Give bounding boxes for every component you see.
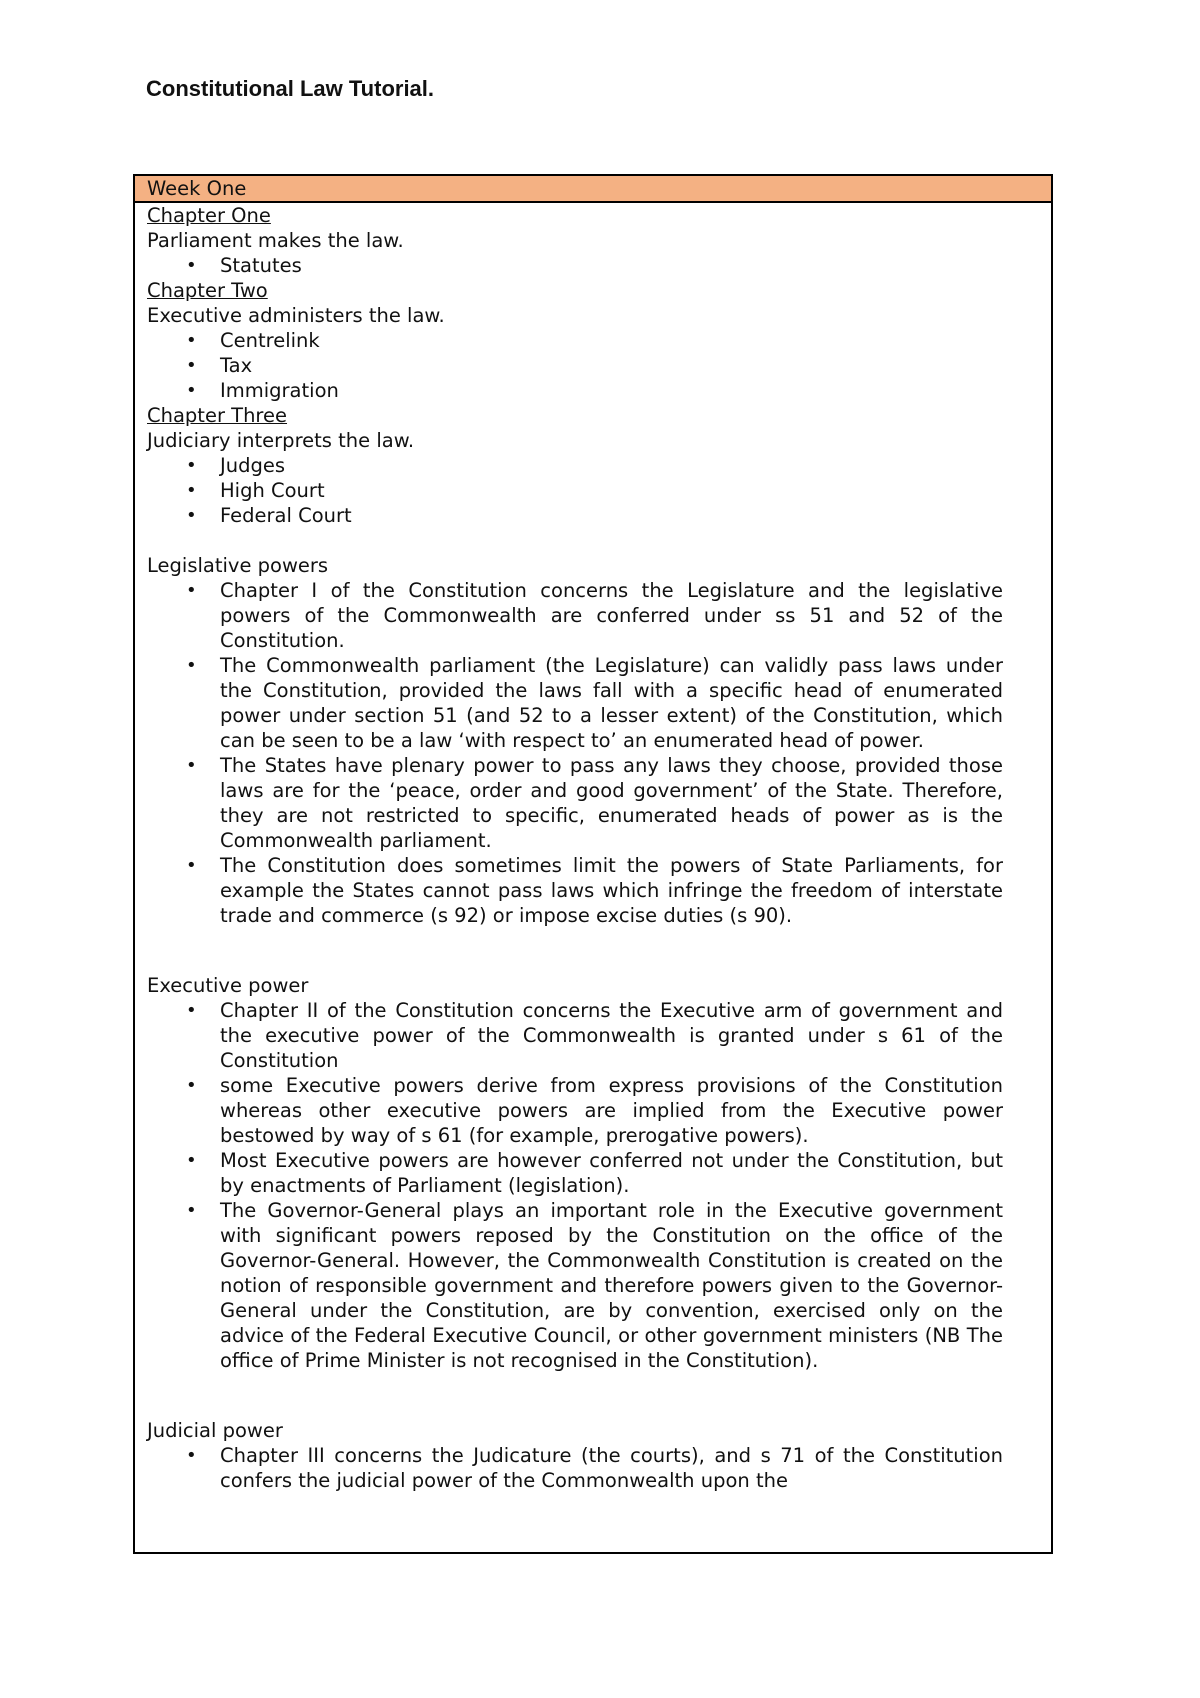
chapter-one-heading: Chapter One (147, 204, 271, 227)
list-item: • Statutes (147, 253, 1003, 278)
list-item: • Immigration (147, 378, 1003, 403)
list-item: • The Governor-General plays an important role in the Executive government with significant powers reposed by the Constitution on the office of the Governor-General. However, the Commonwealth Constitution is created on the notion of responsible government and therefore powers given to the Governor-General under the Constitution, are by convention, exercised only on the advice of the Federal Executive Council, or other government ministers (NB The office of Prime Minister is not recognised in the Constitution). (147, 1198, 1003, 1373)
chapter-three-summary: Judiciary interprets the law. (147, 429, 415, 452)
chapter-two-summary: Executive administers the law. (147, 304, 445, 327)
list-item: • High Court (147, 478, 1003, 503)
legislative-powers-heading: Legislative powers (147, 554, 329, 577)
list-item: • Chapter III concerns the Judicature (the courts), and s 71 of the Constitution confers the judicial power of the Commonwealth upon the (147, 1443, 1003, 1493)
list-item: • The States have plenary power to pass any laws they choose, provided those laws are for the ‘peace, order and good government’ of the State. Therefore, they are not restricted to specific, enumerated heads of power as is the Commonwealth parliament. (147, 753, 1003, 853)
executive-power-list (147, 998, 1003, 1373)
notes-table (133, 174, 1053, 1554)
list-item: • Judges (147, 453, 1003, 478)
legislative-powers-list (147, 578, 1003, 928)
chapter-two-heading: Chapter Two (147, 279, 268, 302)
list-item: • Chapter II of the Constitution concerns the Executive arm of government and the executive power of the Commonwealth is granted under s 61 of the Constitution (147, 998, 1003, 1073)
list-item: • some Executive powers derive from express provisions of the Constitution whereas other executive powers are implied from the Executive power bestowed by way of s 61 (for example, prerogative powers). (147, 1073, 1003, 1148)
chapter-two-list (147, 328, 1003, 403)
chapter-three-heading: Chapter Three (147, 404, 288, 427)
table-header-week: Week One (135, 176, 1051, 203)
table-content (135, 203, 1051, 1493)
list-item: • Chapter I of the Constitution concerns the Legislature and the legislative powers of the Commonwealth are conferred under ss 51 and 52 of the Constitution. (147, 578, 1003, 653)
executive-power-heading: Executive power (147, 974, 309, 997)
list-item: • Most Executive powers are however conferred not under the Constitution, but by enactments of Parliament (legislation). (147, 1148, 1003, 1198)
list-item: • Centrelink (147, 328, 1003, 353)
judicial-power-heading: Judicial power (147, 1419, 283, 1442)
list-item: • Federal Court (147, 503, 1003, 528)
judicial-power-list (147, 1443, 1003, 1493)
document-title: Constitutional Law Tutorial. (146, 76, 435, 101)
list-item: • Tax (147, 353, 1003, 378)
list-item: • The Constitution does sometimes limit the powers of State Parliaments, for example the States cannot pass laws which infringe the freedom of interstate trade and commerce (s 92) or impose excise duties (s 90). (147, 853, 1003, 928)
chapter-one-list (147, 253, 1003, 278)
chapter-one-summary: Parliament makes the law. (147, 229, 404, 252)
list-item: • The Commonwealth parliament (the Legislature) can validly pass laws under the Constitution, provided the laws fall with a specific head of enumerated power under section 51 (and 52 to a lesser extent) of the Constitution, which can be seen to be a law ‘with respect to’ an enumerated head of power. (147, 653, 1003, 753)
chapter-three-list (147, 453, 1003, 528)
